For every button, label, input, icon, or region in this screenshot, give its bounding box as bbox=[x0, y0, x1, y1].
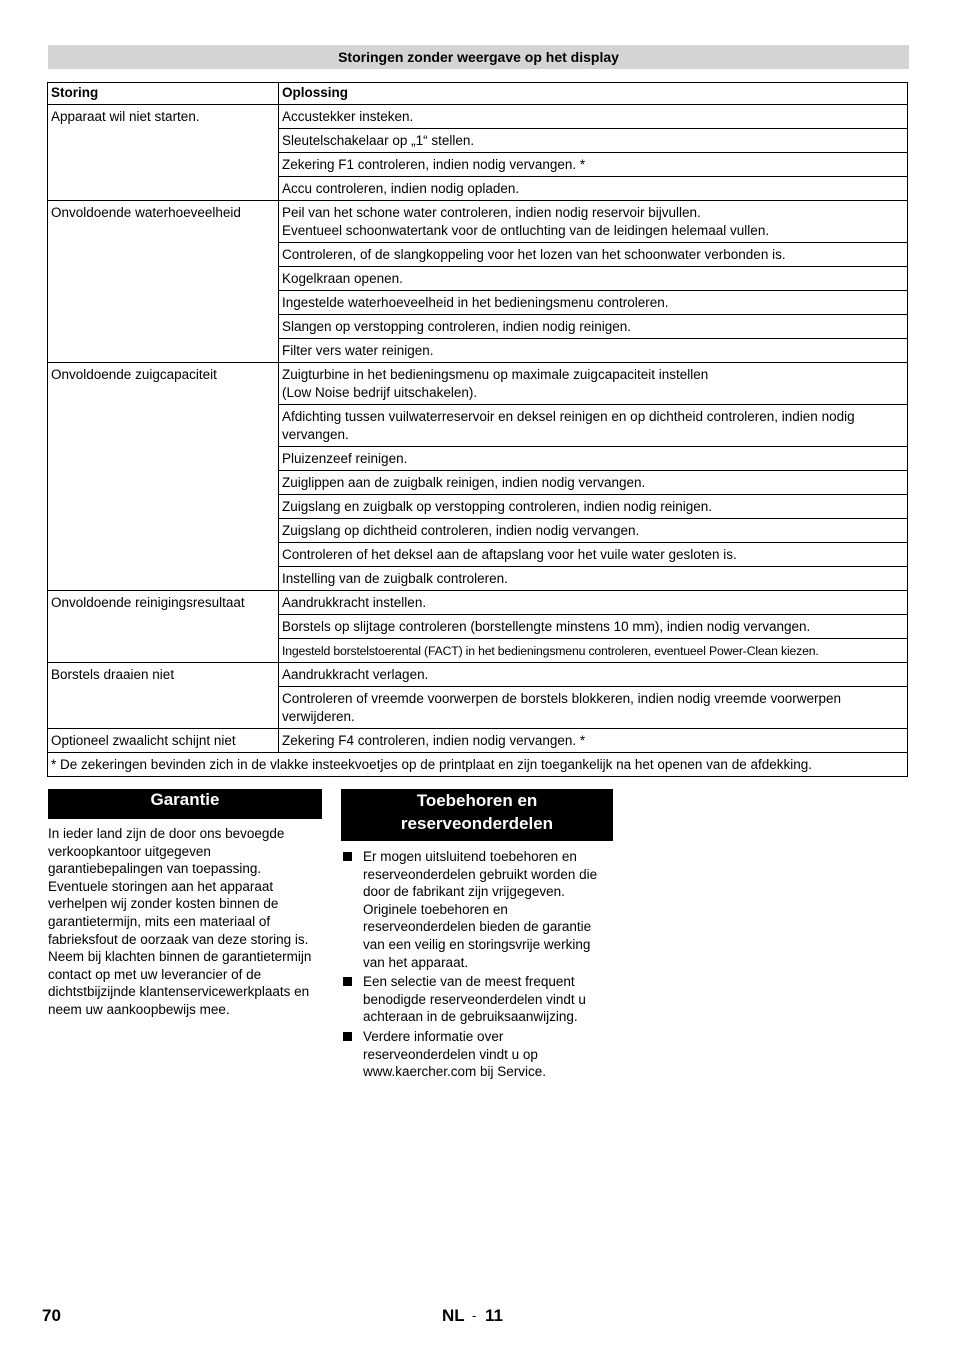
solution-cell: Accu controleren, indien nodig opladen. bbox=[279, 177, 908, 201]
accessories-list bbox=[341, 848, 615, 1083]
garantie-heading: Garantie bbox=[48, 789, 322, 819]
table-row bbox=[48, 105, 908, 129]
solution-cell: Ingestelde waterhoeveelheid in het bedieningsmenu controleren. bbox=[279, 291, 908, 315]
list-item-text: Er mogen uitsluitend toebehoren en reserveonderdelen gebruikt worden die door de fabrikant zijn vrijgegeven. Originele toebehoren en reserveonderdelen bieden de garantie van een veilig en storingsvrije werking van het apparaat. bbox=[363, 849, 598, 970]
solution-cell: Filter vers water reinigen. bbox=[279, 339, 908, 363]
list-item-text: Verdere informatie over reserveonderdelen vindt u op www.kaercher.com bij Service. bbox=[363, 1028, 547, 1080]
garantie-text: In ieder land zijn de door ons bevoegde verkoopkantoor uitgegeven garantiebepalingen van toepassing. Eventuele storingen aan het apparaat verhelpen wij zonder kosten binnen de garantietermijn, mits een materiaal of fabrieksfout de oorzaak van deze storing is. Neem bij klachten binnen de garantietermijn contact op met uw leverancier of de dichtstbijzijnde klantenservicewerkplaats en neem uw aankoopbewijs mee. bbox=[48, 826, 312, 1017]
solution-cell: Zuiglippen aan de zuigbalk reinigen, indien nodig vervangen. bbox=[279, 471, 908, 495]
fault-cell: Apparaat wil niet starten. bbox=[48, 105, 279, 201]
square-bullet-icon bbox=[343, 852, 352, 861]
list-item bbox=[341, 1028, 615, 1081]
solution-cell: Aandrukkracht verlagen. bbox=[279, 663, 908, 687]
list-item bbox=[341, 973, 615, 1026]
table-row bbox=[48, 729, 908, 753]
square-bullet-icon bbox=[343, 977, 352, 986]
list-item bbox=[341, 848, 615, 971]
fault-cell: Optioneel zwaalicht schijnt niet bbox=[48, 729, 279, 753]
page-separator: - bbox=[472, 1308, 477, 1323]
table-row bbox=[48, 363, 908, 405]
accessories-heading bbox=[341, 789, 613, 841]
solution-cell: Ingesteld borstelstoerental (FACT) in het bedieningsmenu controleren, eventueel Power-Clean kiezen. bbox=[279, 639, 908, 663]
solution-cell: Controleren of vreemde voorwerpen de borstels blokkeren, indien nodig vreemde voorwerpen verwijderen. bbox=[279, 687, 908, 729]
square-bullet-icon bbox=[343, 1032, 352, 1041]
table-row bbox=[48, 591, 908, 615]
solution-cell: Peil van het schone water controleren, indien nodig reservoir bijvullen. Eventueel schoonwatertank voor de ontluchting van de leidingen helemaal vullen. bbox=[279, 201, 908, 243]
solution-cell: Zekering F1 controleren, indien nodig vervangen. * bbox=[279, 153, 908, 177]
fault-cell: Borstels draaien niet bbox=[48, 663, 279, 729]
solution-cell: Borstels op slijtage controleren (borstellengte minstens 10 mm), indien nodig vervangen. bbox=[279, 615, 908, 639]
sub-page-number: 11 bbox=[485, 1306, 503, 1325]
solution-cell: Pluizenzeef reinigen. bbox=[279, 447, 908, 471]
solution-cell: Zuigslang op dichtheid controleren, indien nodig vervangen. bbox=[279, 519, 908, 543]
solution-cell: Controleren, of de slangkoppeling voor het lozen van het schoonwater verbonden is. bbox=[279, 243, 908, 267]
column-header-oplossing: Oplossing bbox=[279, 83, 908, 105]
fault-cell: Onvoldoende zuigcapaciteit bbox=[48, 363, 279, 591]
table-header-row bbox=[48, 83, 908, 105]
solution-cell: Zekering F4 controleren, indien nodig vervangen. * bbox=[279, 729, 908, 753]
fault-cell: Onvoldoende waterhoeveelheid bbox=[48, 201, 279, 363]
table-footnote: * De zekeringen bevinden zich in de vlakke insteekvoetjes op de printplaat en zijn toegankelijk na het openen van de afdekking. bbox=[48, 753, 908, 777]
page-number: 70 bbox=[42, 1306, 61, 1325]
table-body bbox=[48, 105, 908, 753]
table-row bbox=[48, 663, 908, 687]
solution-cell: Controleren of het deksel aan de aftapslang voor het vuile water gesloten is. bbox=[279, 543, 908, 567]
solution-cell: Accustekker insteken. bbox=[279, 105, 908, 129]
solution-cell: Kogelkraan openen. bbox=[279, 267, 908, 291]
solution-cell: Afdichting tussen vuilwaterreservoir en deksel reinigen en op dichtheid controleren, indien nodig vervangen. bbox=[279, 405, 908, 447]
accessories-heading-text: Toebehoren en reserveonderdelen bbox=[400, 791, 554, 833]
solution-cell: Sleutelschakelaar op „1“ stellen. bbox=[279, 129, 908, 153]
column-header-storing: Storing bbox=[48, 83, 279, 105]
fault-table bbox=[47, 82, 908, 777]
solution-cell: Zuigslang en zuigbalk op verstopping controleren, indien nodig reinigen. bbox=[279, 495, 908, 519]
solution-cell: Slangen op verstopping controleren, indien nodig reinigen. bbox=[279, 315, 908, 339]
language-code: NL bbox=[442, 1306, 465, 1325]
fault-cell: Onvoldoende reinigingsresultaat bbox=[48, 591, 279, 663]
list-item-text: Een selectie van de meest frequent benodigde reserveonderdelen vindt u achteraan in de gebruiksaanwijzing. bbox=[363, 974, 586, 1025]
section-title: Storingen zonder weergave op het display bbox=[48, 45, 909, 69]
solution-cell: Aandrukkracht instellen. bbox=[279, 591, 908, 615]
solution-cell: Zuigturbine in het bedieningsmenu op maximale zuigcapaciteit instellen (Low Noise bedrijf uitschakelen). bbox=[279, 363, 908, 405]
table-row bbox=[48, 201, 908, 243]
footnote-row bbox=[48, 753, 908, 777]
solution-cell: Instelling van de zuigbalk controleren. bbox=[279, 567, 908, 591]
